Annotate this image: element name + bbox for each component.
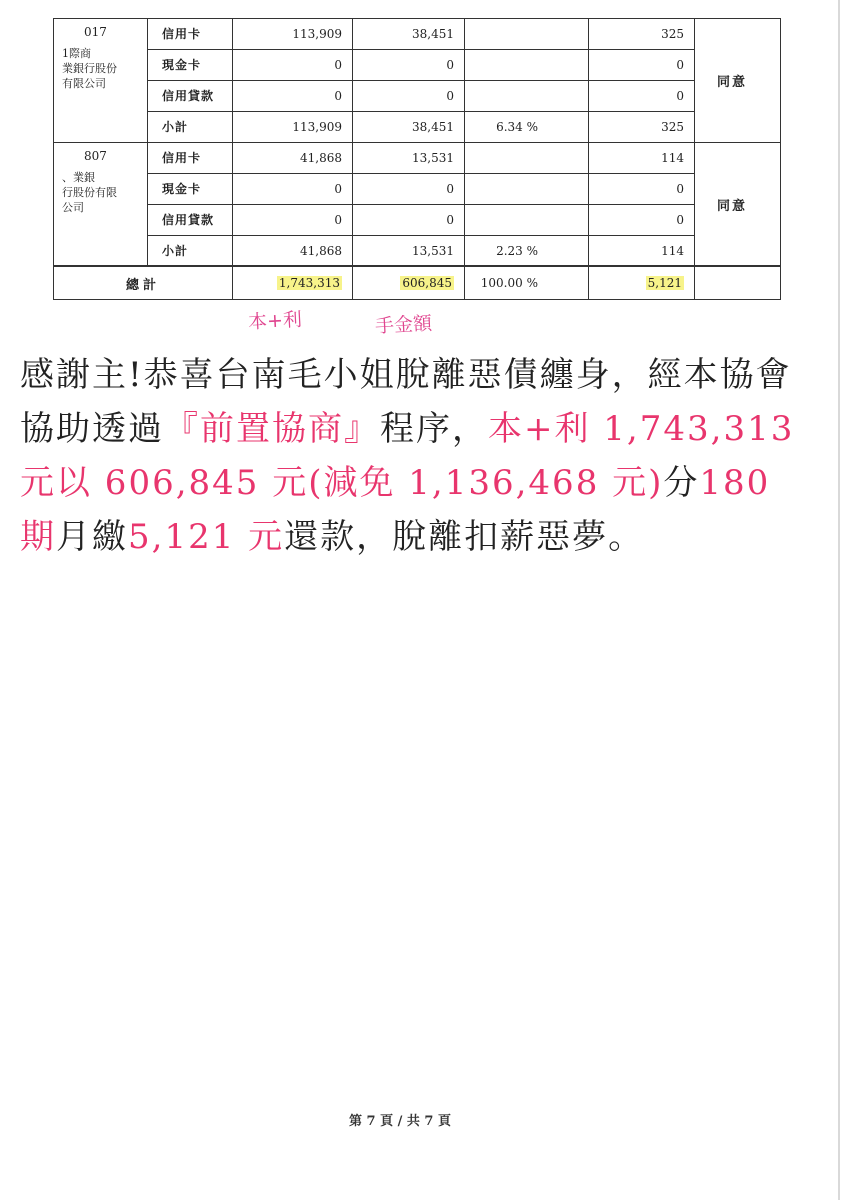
debt-type: 信用貸款 xyxy=(148,80,233,111)
debt-type: 現金卡 xyxy=(148,173,233,204)
negotiated-cell: 0 xyxy=(353,204,465,235)
monthly-cell: 114 xyxy=(589,142,695,173)
bank-code: 807 xyxy=(84,148,107,163)
text-segment-highlight: 『前置協商』 xyxy=(164,409,380,449)
negotiated-cell: 0 xyxy=(353,173,465,204)
ratio-cell: 2.23 % xyxy=(465,235,589,266)
monthly-cell: 0 xyxy=(589,49,695,80)
principal-cell: 41,868 xyxy=(233,235,353,266)
principal-cell: 113,909 xyxy=(233,19,353,50)
table-row xyxy=(54,49,781,80)
total-negotiated-cell xyxy=(353,266,465,299)
total-label: 總計 xyxy=(54,266,233,299)
debt-type: 信用貸款 xyxy=(148,204,233,235)
debt-type: 小計 xyxy=(148,235,233,266)
principal-cell: 41,868 xyxy=(233,142,353,173)
debt-type: 信用卡 xyxy=(148,142,233,173)
text-segment-highlight: 本+利 1,743,313 元以 606,845 元(減免 1,136,468 元) xyxy=(20,409,795,503)
consent-cell: 同意 xyxy=(695,19,781,143)
ratio-cell xyxy=(465,142,589,173)
table-row xyxy=(54,19,781,50)
bank-name: 、業銀 行股份有限 公司 xyxy=(62,170,117,214)
table-row xyxy=(54,80,781,111)
debt-type: 信用卡 xyxy=(148,19,233,50)
bank-code: 017 xyxy=(84,25,107,39)
negotiated-cell: 0 xyxy=(353,49,465,80)
negotiated-cell: 38,451 xyxy=(353,19,465,50)
table-row xyxy=(54,235,781,266)
bank-cell xyxy=(54,142,148,266)
total-monthly-cell xyxy=(589,266,695,299)
total-negotiated: 606,845 xyxy=(402,276,452,291)
text-segment: 感謝主!恭喜台南毛小姐脫離惡債纏身，經本協會協助透過 xyxy=(20,355,792,449)
text-segment: 還款，脫離扣薪惡夢。 xyxy=(284,517,645,557)
total-principal: 1,743,313 xyxy=(278,276,340,291)
page-footer: 第 7 頁 / 共 7 頁 xyxy=(349,1114,451,1129)
table-row xyxy=(54,111,781,142)
total-ratio: 100.00 % xyxy=(465,266,589,299)
ratio-cell xyxy=(465,204,589,235)
ratio-cell xyxy=(465,173,589,204)
text-segment-highlight: 5,121 元 xyxy=(128,517,285,557)
ratio-cell xyxy=(465,49,589,80)
principal-cell: 0 xyxy=(233,204,353,235)
monthly-cell: 325 xyxy=(589,19,695,50)
ratio-cell xyxy=(465,80,589,111)
total-row xyxy=(54,266,781,299)
announcement-paragraph xyxy=(20,348,795,564)
table-row xyxy=(54,204,781,235)
principal-cell: 0 xyxy=(233,80,353,111)
negotiated-cell: 0 xyxy=(353,80,465,111)
handwritten-note-amount: 手金額 xyxy=(374,312,433,338)
bank-cell xyxy=(54,19,148,143)
monthly-cell: 0 xyxy=(589,80,695,111)
principal-cell: 0 xyxy=(233,173,353,204)
table-row xyxy=(54,142,781,173)
negotiated-cell: 13,531 xyxy=(353,142,465,173)
debt-type: 小計 xyxy=(148,111,233,142)
monthly-cell: 114 xyxy=(589,235,695,266)
text-segment: 分 xyxy=(663,463,700,503)
monthly-cell: 325 xyxy=(589,111,695,142)
text-segment: 程序， xyxy=(380,409,488,449)
ratio-cell xyxy=(465,19,589,50)
principal-cell: 0 xyxy=(233,49,353,80)
text-segment-highlight: 180 期 xyxy=(20,463,771,557)
text-segment: 月繳 xyxy=(56,517,128,557)
handwritten-note-principal: 本+利 xyxy=(247,308,303,334)
total-consent-cell xyxy=(695,266,781,299)
monthly-cell: 0 xyxy=(589,204,695,235)
monthly-cell: 0 xyxy=(589,173,695,204)
page-edge-line xyxy=(838,0,840,1200)
total-monthly: 5,121 xyxy=(647,276,682,291)
negotiated-cell: 38,451 xyxy=(353,111,465,142)
ratio-cell: 6.34 % xyxy=(465,111,589,142)
consent-cell: 同意 xyxy=(695,142,781,266)
principal-cell: 113,909 xyxy=(233,111,353,142)
debt-table xyxy=(53,18,781,300)
table-row xyxy=(54,173,781,204)
bank-name: 1際商 業銀行股份 有限公司 xyxy=(62,47,117,90)
total-principal-cell xyxy=(233,266,353,299)
debt-type: 現金卡 xyxy=(148,49,233,80)
negotiated-cell: 13,531 xyxy=(353,235,465,266)
